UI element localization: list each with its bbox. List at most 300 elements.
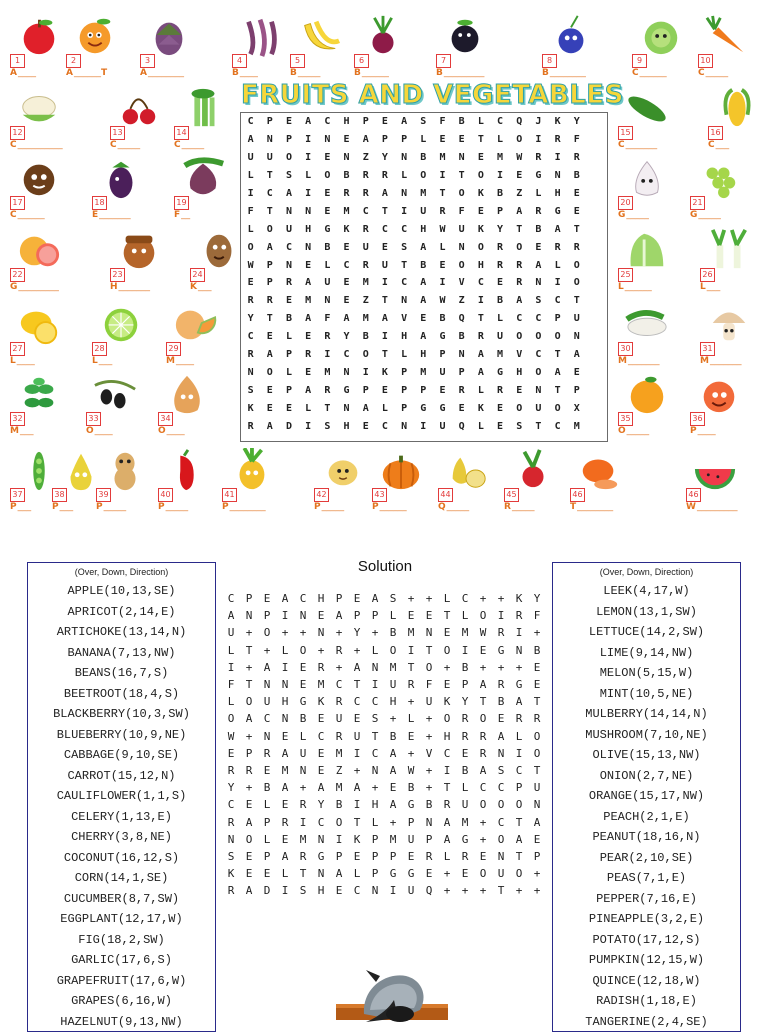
clue-number: 37 xyxy=(10,488,25,502)
solution-letter: N xyxy=(420,813,438,830)
solution-letter: E xyxy=(420,865,438,882)
solution-letter: E xyxy=(312,745,330,762)
grid-letter: C xyxy=(279,238,298,256)
grid-letter: A xyxy=(260,238,279,256)
grid-letter: L xyxy=(471,113,490,131)
answer-dashes: ________ xyxy=(577,502,613,512)
clue-number: 14 xyxy=(174,126,189,140)
solution-letter: C xyxy=(222,590,240,607)
answer-first-letter: W xyxy=(686,502,697,512)
answer-blank[interactable] xyxy=(618,140,657,150)
grid-row xyxy=(241,149,586,167)
solution-word: PUMPKIN(12,15,W) xyxy=(553,950,740,971)
solution-letter: T xyxy=(510,813,528,830)
grid-letter: N xyxy=(299,238,318,256)
answer-first-letter: B xyxy=(542,68,550,78)
grid-letter: T xyxy=(375,202,394,220)
picture-clue-tangerine xyxy=(570,446,626,508)
grid-letter: K xyxy=(471,185,490,203)
answer-blank[interactable] xyxy=(632,68,667,78)
grid-letter: C xyxy=(395,220,414,238)
solution-word: GARLIC(17,6,S) xyxy=(28,950,215,971)
grid-letter: L xyxy=(471,381,490,399)
grapefruit-icon xyxy=(16,228,62,272)
grid-letter: C xyxy=(375,220,394,238)
grid-letter: E xyxy=(414,310,433,328)
solution-word: CHERRY(3,8,NE) xyxy=(28,827,215,848)
solution-letter: E xyxy=(258,865,276,882)
solution-letter: N xyxy=(528,796,546,813)
grid-letter: E xyxy=(375,238,394,256)
eggplant-icon xyxy=(98,156,144,200)
solution-letter: G xyxy=(384,865,402,882)
grid-letter: N xyxy=(395,417,414,435)
solution-letter: E xyxy=(312,607,330,624)
grid-letter: G xyxy=(548,202,567,220)
grid-row xyxy=(241,346,586,364)
grid-letter: Y xyxy=(490,220,509,238)
grid-letter: K xyxy=(471,399,490,417)
grid-letter: T xyxy=(452,167,471,185)
grid-letter: Q xyxy=(510,113,529,131)
picture-clue-cabbage xyxy=(632,12,688,74)
grid-letter: R xyxy=(241,417,260,435)
grid-letter: A xyxy=(299,381,318,399)
solution-letter: P xyxy=(366,607,384,624)
answer-dashes: _____ xyxy=(104,502,127,512)
grid-letter: R xyxy=(279,274,298,292)
solution-letter: T xyxy=(474,693,492,710)
answer-first-letter: C xyxy=(708,140,716,150)
solution-letter: + xyxy=(528,865,546,882)
answer-first-letter: M xyxy=(10,426,20,436)
solution-letter: K xyxy=(510,590,528,607)
grid-letter: A xyxy=(414,292,433,310)
solution-letter: A xyxy=(348,779,366,796)
solution-letter: N xyxy=(294,607,312,624)
answer-blank[interactable] xyxy=(174,210,190,220)
solution-letter: S xyxy=(222,848,240,865)
bird-illustration xyxy=(336,970,448,1024)
clue-number: 12 xyxy=(10,126,25,140)
grid-row xyxy=(241,238,586,256)
solution-letter: L xyxy=(438,590,456,607)
solution-letter: Y xyxy=(348,624,366,641)
puzzle-title: FRUITS AND VEGETABLES xyxy=(241,80,611,110)
answer-blank[interactable] xyxy=(96,502,126,512)
pepper-icon xyxy=(164,448,210,492)
answer-blank[interactable] xyxy=(354,68,389,78)
grid-letter: T xyxy=(375,292,394,310)
solution-letter: R xyxy=(474,728,492,745)
grid-letter: C xyxy=(395,274,414,292)
artichoke-icon xyxy=(146,14,192,58)
grid-letter: O xyxy=(529,328,548,346)
solution-letter: N xyxy=(366,882,384,899)
grid-letter: R xyxy=(356,256,375,274)
grid-letter: U xyxy=(279,220,298,238)
answer-blank[interactable] xyxy=(690,426,716,436)
grid-row xyxy=(241,220,586,238)
answer-blank[interactable] xyxy=(86,426,113,436)
grid-letter: O xyxy=(471,167,490,185)
grid-letter: K xyxy=(375,363,394,381)
answer-blank[interactable] xyxy=(10,68,36,78)
answer-dashes: _________ xyxy=(18,282,59,292)
grid-letter: E xyxy=(337,274,356,292)
answer-blank[interactable] xyxy=(10,282,59,292)
picture-clue-quince xyxy=(438,446,494,508)
grid-letter: E xyxy=(510,167,529,185)
grid-letter: A xyxy=(471,346,490,364)
answer-blank[interactable] xyxy=(52,502,73,512)
solution-word: MUSHROOM(7,10,NE) xyxy=(553,725,740,746)
solution-letter: E xyxy=(384,779,402,796)
answer-blank[interactable] xyxy=(618,282,652,292)
grid-row xyxy=(241,202,586,220)
solution-letter: O xyxy=(492,796,510,813)
solution-letter: A xyxy=(384,796,402,813)
answer-dashes: ___ xyxy=(99,356,113,366)
solution-letter: K xyxy=(222,865,240,882)
grid-letter: P xyxy=(356,113,375,131)
grid-letter: C xyxy=(490,113,509,131)
solution-letter: + xyxy=(240,624,258,641)
grid-letter: C xyxy=(471,274,490,292)
clue-number: 8 xyxy=(542,54,557,68)
solution-word: BEETROOT(18,4,S) xyxy=(28,684,215,705)
left-word-list xyxy=(28,581,215,1032)
grid-letter: O xyxy=(548,328,567,346)
answer-dashes: _______ xyxy=(710,356,742,366)
solution-letter: C xyxy=(510,762,528,779)
solution-letter: C xyxy=(312,728,330,745)
grid-letter: O xyxy=(260,220,279,238)
answer-blank[interactable] xyxy=(690,210,721,220)
clue-number: 28 xyxy=(92,342,107,356)
grid-letter: G xyxy=(433,328,452,346)
picture-clue-melon xyxy=(166,300,222,362)
answer-dashes: __________ xyxy=(18,140,63,150)
solution-letter: E xyxy=(474,848,492,865)
solution-letter: I xyxy=(276,882,294,899)
grid-letter: N xyxy=(241,363,260,381)
grid-letter: N xyxy=(279,202,298,220)
legend-header: (Over, Down, Direction) xyxy=(553,567,740,577)
answer-blank[interactable] xyxy=(290,68,320,78)
solution-letter: A xyxy=(276,848,294,865)
solution-letter: E xyxy=(528,659,546,676)
grid-row xyxy=(222,659,546,676)
grid-letter: M xyxy=(414,363,433,381)
grid-letter: N xyxy=(452,238,471,256)
grid-letter: E xyxy=(241,274,260,292)
answer-blank[interactable] xyxy=(10,502,31,512)
solution-letter: H xyxy=(312,882,330,899)
clue-number: 43 xyxy=(372,488,387,502)
solution-letter: A xyxy=(312,779,330,796)
solution-letter: E xyxy=(222,745,240,762)
solution-letter: C xyxy=(456,590,474,607)
answer-blank[interactable] xyxy=(372,502,407,512)
solution-letter: E xyxy=(528,831,546,848)
grid-letter: O xyxy=(510,328,529,346)
picture-clue-peach xyxy=(690,370,746,432)
solution-letter: R xyxy=(312,659,330,676)
solution-letter: + xyxy=(402,590,420,607)
grid-letter: U xyxy=(414,202,433,220)
grid-letter: I xyxy=(548,149,567,167)
solution-letter: N xyxy=(258,728,276,745)
grid-letter: I xyxy=(299,149,318,167)
solution-letter: C xyxy=(366,745,384,762)
solution-letter: U xyxy=(402,831,420,848)
solution-letter: E xyxy=(240,796,258,813)
clue-number: 7 xyxy=(436,54,451,68)
grid-letter: O xyxy=(414,167,433,185)
answer-blank[interactable] xyxy=(92,356,112,366)
answer-first-letter: P xyxy=(222,502,230,512)
solution-letter: + xyxy=(330,659,348,676)
solution-letter: A xyxy=(276,779,294,796)
solution-word: ORANGE(15,17,NW) xyxy=(553,786,740,807)
grid-letter: E xyxy=(318,149,337,167)
grid-letter: E xyxy=(279,399,298,417)
answer-dashes: _____ xyxy=(298,68,321,78)
grid-letter: U xyxy=(490,328,509,346)
clue-number: 22 xyxy=(10,268,25,282)
grid-letter: S xyxy=(318,417,337,435)
grid-letter: G xyxy=(337,381,356,399)
answer-blank[interactable] xyxy=(10,356,35,366)
grid-letter: P xyxy=(260,256,279,274)
grid-letter: C xyxy=(548,417,567,435)
grid-letter: T xyxy=(567,292,586,310)
grid-letter: M xyxy=(567,417,586,435)
solution-letter: U xyxy=(528,779,546,796)
solution-letter: C xyxy=(258,710,276,727)
answer-dashes: _____ xyxy=(706,68,729,78)
grid-row xyxy=(222,865,546,882)
grid-letter: B xyxy=(414,256,433,274)
grid-letter: T xyxy=(260,310,279,328)
answer-first-letter: P xyxy=(314,502,322,512)
grid-letter: N xyxy=(529,381,548,399)
clue-number: 34 xyxy=(158,412,173,426)
grid-letter: A xyxy=(375,185,394,203)
solution-letter: + xyxy=(294,779,312,796)
corn-icon xyxy=(714,86,760,130)
clue-number: 46 xyxy=(570,488,585,502)
solution-letter: R xyxy=(510,607,528,624)
grid-letter: U xyxy=(375,256,394,274)
grid-letter: A xyxy=(414,328,433,346)
grid-letter: H xyxy=(510,363,529,381)
grid-letter: T xyxy=(260,167,279,185)
grid-letter: L xyxy=(433,238,452,256)
solution-word: BLACKBERRY(10,3,SW) xyxy=(28,704,215,725)
solution-letter: B xyxy=(492,693,510,710)
solution-letter: H xyxy=(276,693,294,710)
grid-letter: L xyxy=(375,399,394,417)
solution-word: LETTUCE(14,2,SW) xyxy=(553,622,740,643)
answer-first-letter: B xyxy=(290,68,298,78)
grid-letter: A xyxy=(260,417,279,435)
answer-blank[interactable] xyxy=(174,140,204,150)
grid-letter: R xyxy=(241,346,260,364)
grid-letter: R xyxy=(548,131,567,149)
solution-letter: O xyxy=(510,865,528,882)
answer-first-letter: B xyxy=(354,68,362,78)
solution-letter: O xyxy=(240,831,258,848)
answer-dashes: ______ xyxy=(18,210,45,220)
answer-blank[interactable] xyxy=(158,502,188,512)
answer-first-letter: C xyxy=(10,210,18,220)
solution-letter: L xyxy=(366,813,384,830)
answer-blank[interactable] xyxy=(66,68,108,78)
answer-blank[interactable] xyxy=(140,68,184,78)
answer-blank[interactable] xyxy=(700,282,720,292)
answer-blank[interactable] xyxy=(10,426,33,436)
answer-blank[interactable] xyxy=(618,210,649,220)
answer-blank[interactable] xyxy=(158,426,185,436)
grid-letter: F xyxy=(241,202,260,220)
answer-blank[interactable] xyxy=(110,282,150,292)
answer-blank[interactable] xyxy=(708,140,729,150)
solution-letter: I xyxy=(294,813,312,830)
grid-letter: N xyxy=(337,363,356,381)
answer-blank[interactable] xyxy=(314,502,344,512)
solution-letter: N xyxy=(492,848,510,865)
grid-row xyxy=(222,779,546,796)
answer-dashes: ________ xyxy=(148,68,184,78)
answer-blank[interactable] xyxy=(166,356,194,366)
grid-letter: A xyxy=(375,310,394,328)
grid-letter: L xyxy=(395,346,414,364)
solution-letter: R xyxy=(456,848,474,865)
grid-letter: E xyxy=(337,238,356,256)
solution-letter: L xyxy=(222,693,240,710)
grid-row xyxy=(222,848,546,865)
solution-letter: O xyxy=(438,710,456,727)
grid-letter: B xyxy=(452,113,471,131)
solution-letter: + xyxy=(294,624,312,641)
answer-dashes: ___ xyxy=(198,282,212,292)
solution-word: CELERY(1,13,E) xyxy=(28,807,215,828)
solution-letter: P xyxy=(366,831,384,848)
solution-letter: R xyxy=(294,848,312,865)
solution-letter: M xyxy=(402,624,420,641)
answer-blank[interactable] xyxy=(436,68,484,78)
answer-blank[interactable] xyxy=(10,140,63,150)
grid-letter: E xyxy=(299,256,318,274)
answer-blank[interactable] xyxy=(504,502,534,512)
answer-blank[interactable] xyxy=(698,68,728,78)
grid-letter: E xyxy=(318,185,337,203)
solution-word: BANANA(7,13,NW) xyxy=(28,643,215,664)
answer-first-letter: L xyxy=(700,282,707,292)
grid-letter: N xyxy=(299,202,318,220)
clue-number: 23 xyxy=(110,268,125,282)
grid-letter: L xyxy=(490,131,509,149)
grid-letter: K xyxy=(337,220,356,238)
answer-blank[interactable] xyxy=(542,68,586,78)
grid-letter: R xyxy=(529,202,548,220)
picture-clue-corn xyxy=(708,84,764,146)
solution-word: PEAR(2,10,SE) xyxy=(553,848,740,869)
solution-letter: + xyxy=(348,762,366,779)
answer-first-letter: P xyxy=(10,502,18,512)
grid-row xyxy=(241,363,586,381)
grid-letter: T xyxy=(471,131,490,149)
answer-first-letter: K xyxy=(190,282,198,292)
solution-letter: O xyxy=(510,796,528,813)
solution-letter: C xyxy=(348,882,366,899)
grid-letter: L xyxy=(529,185,548,203)
grid-letter: H xyxy=(337,113,356,131)
solution-letter: O xyxy=(384,642,402,659)
answer-blank[interactable] xyxy=(570,502,613,512)
carrot-icon xyxy=(704,14,750,58)
answer-blank[interactable] xyxy=(92,210,131,220)
answer-blank[interactable] xyxy=(190,282,211,292)
solution-letter: E xyxy=(528,676,546,693)
grid-letter: O xyxy=(260,363,279,381)
answer-blank[interactable] xyxy=(10,210,45,220)
solution-letter: P xyxy=(456,676,474,693)
grid-letter: Z xyxy=(452,292,471,310)
answer-blank[interactable] xyxy=(618,426,649,436)
answer-blank[interactable] xyxy=(438,502,469,512)
answer-blank[interactable] xyxy=(222,502,266,512)
grid-letter: C xyxy=(375,417,394,435)
answer-dashes: ___ xyxy=(707,282,721,292)
solution-letter: T xyxy=(528,762,546,779)
answer-blank[interactable] xyxy=(686,502,737,512)
grid-letter: X xyxy=(567,399,586,417)
grid-row xyxy=(241,113,586,131)
answer-blank[interactable] xyxy=(618,356,659,366)
solution-letter: T xyxy=(438,779,456,796)
solution-letter: E xyxy=(294,676,312,693)
solution-word-list-left xyxy=(27,562,216,1032)
grid-letter: E xyxy=(452,131,471,149)
solution-letter: P xyxy=(258,813,276,830)
solution-letter: O xyxy=(420,659,438,676)
solution-word: COCONUT(16,12,S) xyxy=(28,848,215,869)
solution-letter: E xyxy=(420,607,438,624)
grid-letter: I xyxy=(299,185,318,203)
solution-letter: N xyxy=(492,745,510,762)
answer-blank[interactable] xyxy=(110,140,140,150)
solution-word: PEACH(2,1,E) xyxy=(553,807,740,828)
answer-blank[interactable] xyxy=(232,68,258,78)
answer-dashes: _____ xyxy=(322,502,345,512)
grid-letter: S xyxy=(414,113,433,131)
solution-word: POTATO(17,12,S) xyxy=(553,930,740,951)
solution-letter: M xyxy=(276,762,294,779)
clue-number: 13 xyxy=(110,126,125,140)
grid-letter: Y xyxy=(337,328,356,346)
grid-letter: G xyxy=(318,220,337,238)
answer-blank[interactable] xyxy=(700,356,741,366)
solution-letter: M xyxy=(330,745,348,762)
grid-letter: O xyxy=(510,399,529,417)
grid-letter: L xyxy=(395,167,414,185)
solution-letter: L xyxy=(276,642,294,659)
apricot-icon xyxy=(72,14,118,58)
grid-letter: O xyxy=(510,131,529,149)
